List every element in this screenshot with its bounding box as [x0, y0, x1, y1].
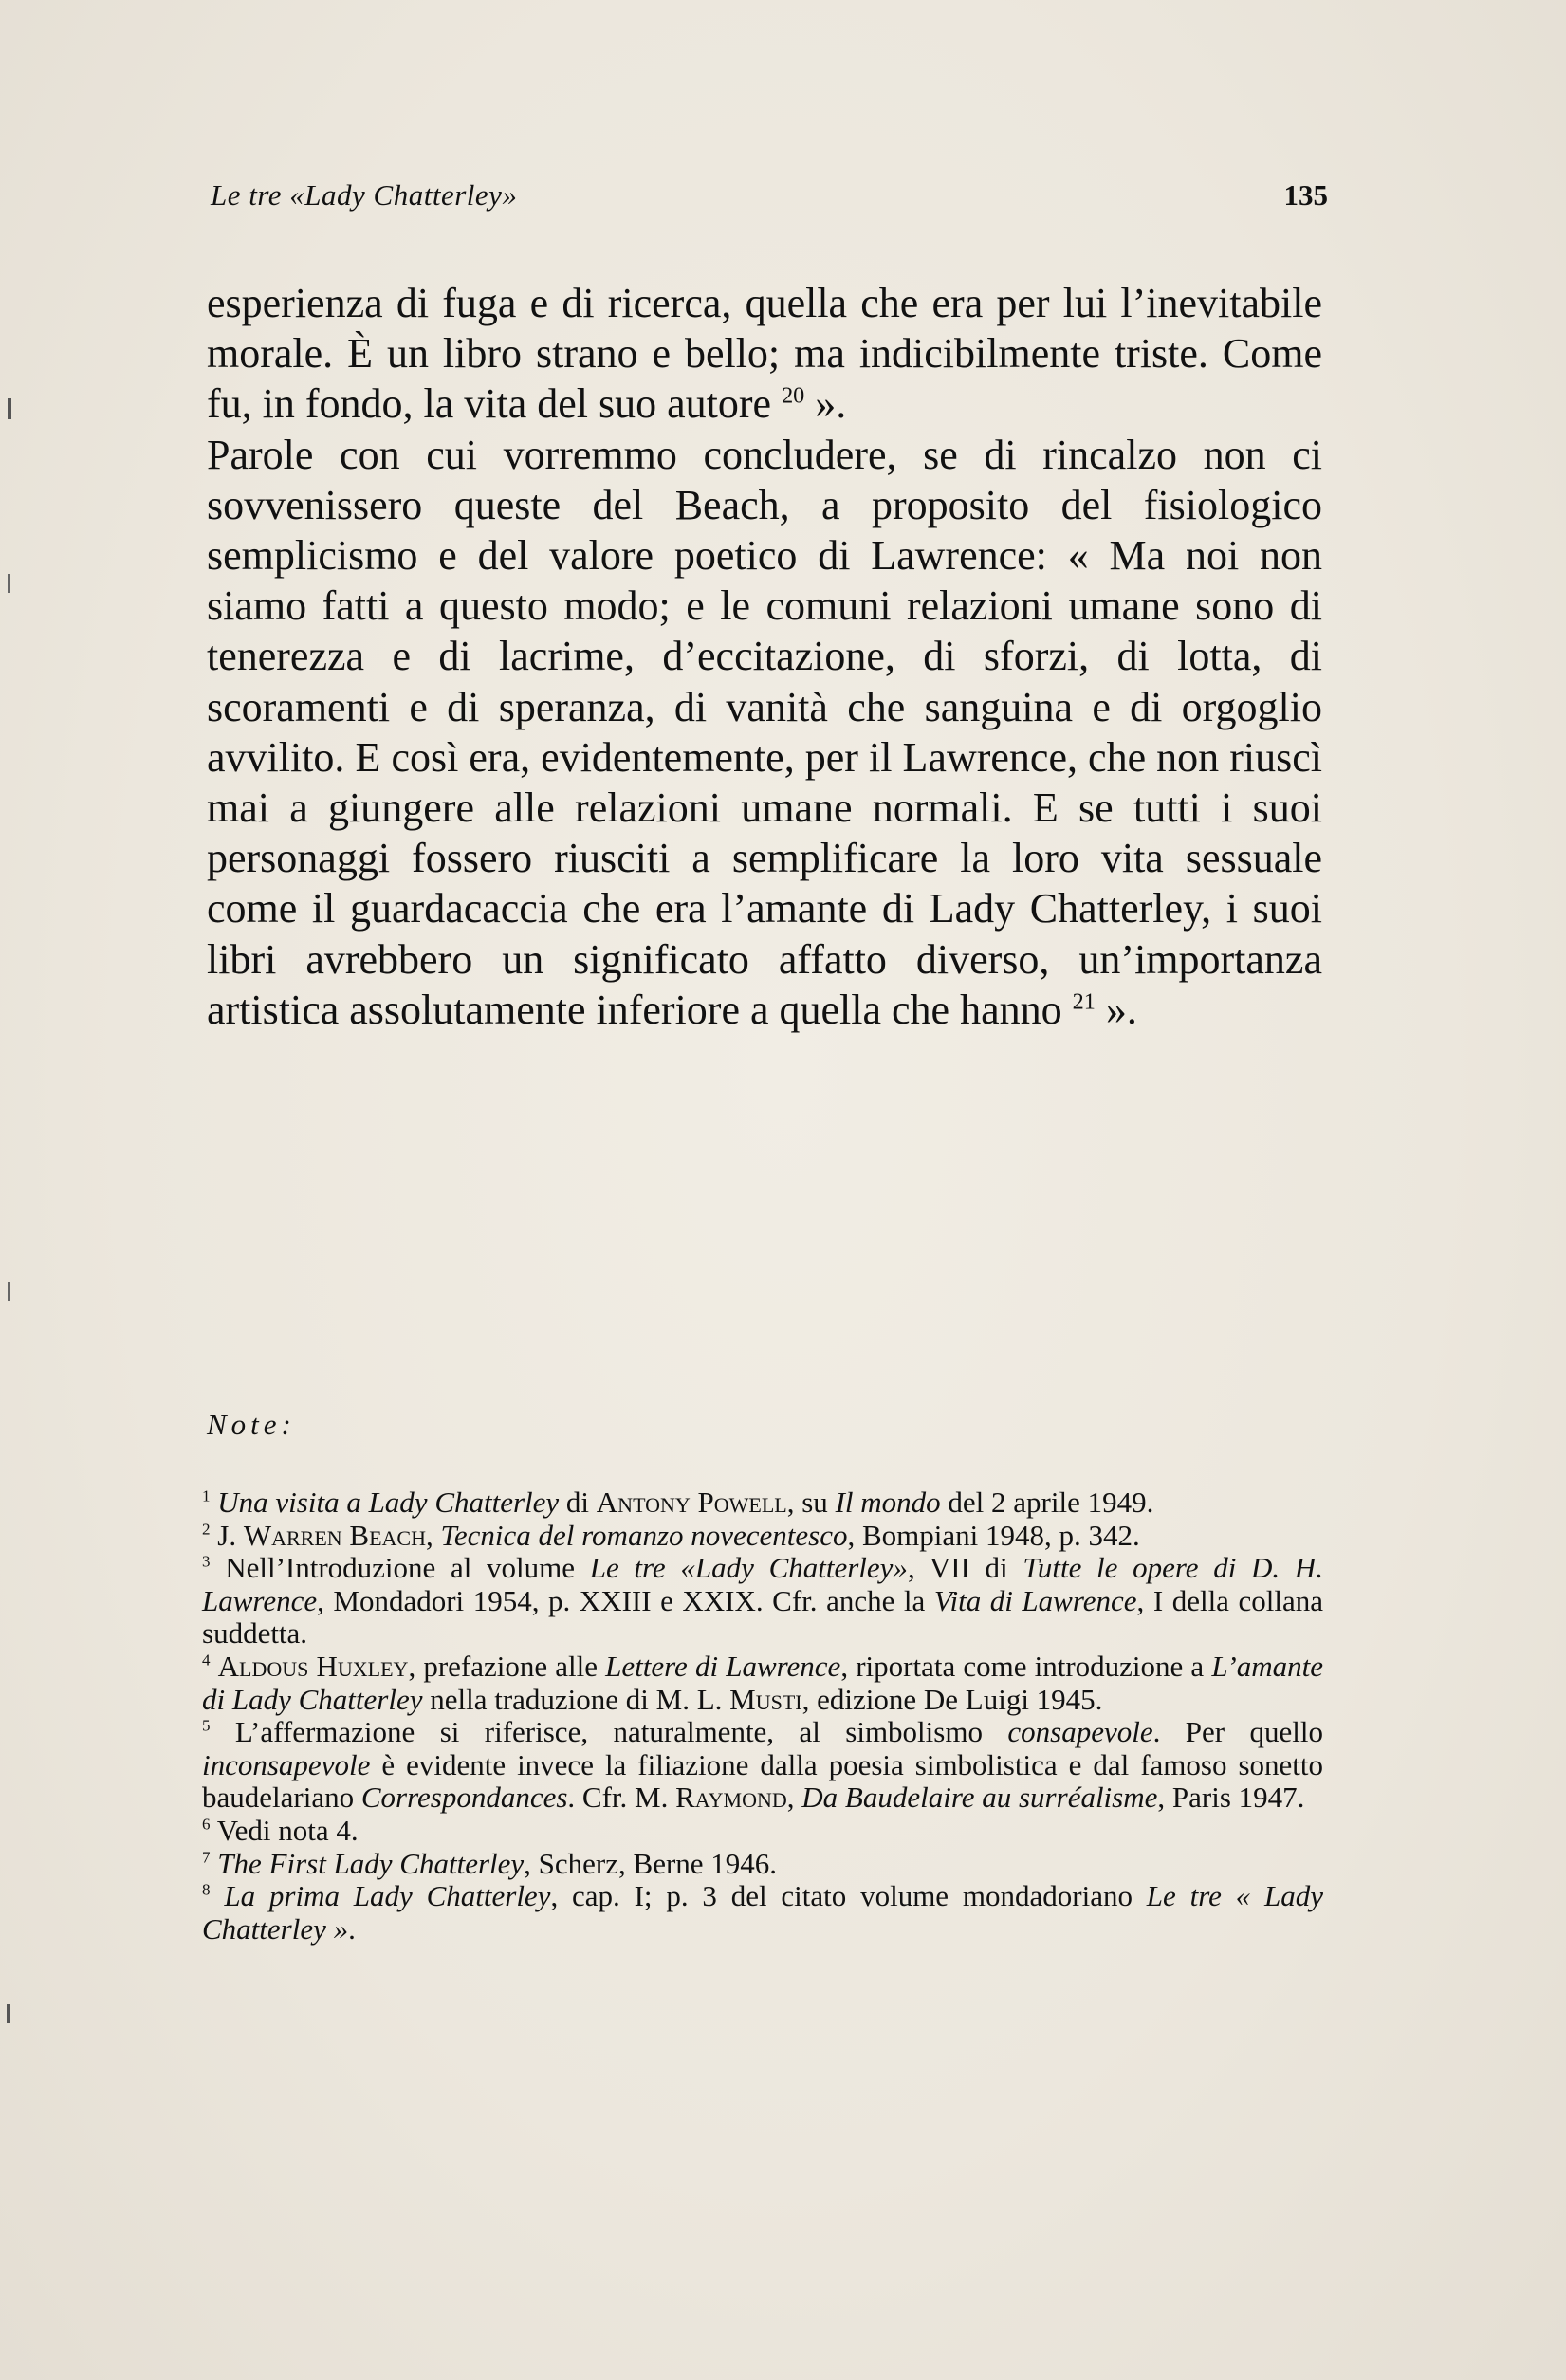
- footnote-8: $^8$ La prima Lady Chatterley, cap. I; p. 3 del citato volume mondadoriano Le tre « Lady Chatterley ».: [202, 1879, 1323, 1946]
- footnote-1: $^1$ Una visita a Lady Chatterley di Antony Powell, su Il mondo del 2 aprile 1949.: [202, 1485, 1154, 1519]
- footnote-6: $^6$ Vedi nota 4.: [202, 1813, 359, 1847]
- footnote-number: 4: [202, 1651, 211, 1670]
- margin-mark: [8, 574, 10, 593]
- footnote-number: 1: [202, 1486, 211, 1505]
- footnote-number: 6: [202, 1815, 211, 1834]
- paragraph-1: [207, 278, 1322, 430]
- margin-mark: [8, 398, 11, 419]
- footnotes: [202, 1486, 1323, 1946]
- footnote-number: 8: [202, 1880, 211, 1899]
- footnote-number: 5: [202, 1716, 211, 1735]
- running-title: Le tre «Lady Chatterley»: [211, 178, 518, 212]
- page-header: [211, 178, 1328, 220]
- footnote-5: $^5$ L’affermazione si riferisce, naturalmente, al simbolismo consapevole. Per quello inconsapevole è evidente invece la filiazione dalla poesia simbolistica e dal famoso sonetto baudelariano Correspondances. Cfr. M. Raymond, Da Baudelaire au surréalisme, Paris 1947.: [202, 1715, 1324, 1815]
- paragraph-2-end: ».: [1095, 986, 1137, 1033]
- paragraph-2: [207, 430, 1322, 1035]
- notes-heading: Note:: [207, 1408, 296, 1441]
- footnote-2: $^2$ J. Warren Beach, Tecnica del romanzo novecentesco, Bompiani 1948, p. 342.: [202, 1518, 1140, 1552]
- footnote-ref-20: 20: [782, 382, 805, 409]
- footnote-3: $^3$ Nell’Introduzione al volume Le tre «Lady Chatterley», VII di Tutte le opere di D. H. Lawrence, Mondadori 1954, p. XXIII e XXIX. Cfr. anche la Vita di Lawrence, I della collana suddetta.: [202, 1551, 1323, 1651]
- footnote-7: $^7$ The First Lady Chatterley, Scherz, Berne 1946.: [202, 1846, 778, 1880]
- margin-mark: [7, 2004, 10, 2023]
- footnote-ref-21: 21: [1072, 988, 1096, 1015]
- footnote-number: 7: [202, 1848, 211, 1867]
- page-number: 135: [1283, 178, 1328, 212]
- paragraph-1-text: esperienza di fuga e di ricerca, quella che era per lui l’inevitabile morale. È un libro strano e bello; ma indicibilmente triste. Come fu, in fondo, la vita del suo autore: [207, 280, 1322, 428]
- footnote-number: 3: [202, 1552, 211, 1571]
- paragraph-2-text: Parole con cui vorremmo concludere, se di rincalzo non ci sovvenissero queste del Beach, a proposito del fisiologico semplicismo e del valore poetico di Lawrence: « Ma noi non siamo fatti a questo modo; e le comuni relazioni umane sono di tenerezza e di lacrime, d’eccitazione, di sforzi, di lotta, di scoramenti e di speranza, di vanità che sanguina e di orgoglio avvilito. E così era, evidentemente, per il Lawrence, che non riuscì mai a giungere alle relazioni umane normali. E se tutti i suoi personaggi fossero riusciti a semplificare la loro vita sessuale come il guardacaccia che era l’amante di Lady Chatterley, i suoi libri avrebbero un significato affatto diverso, un’importanza artistica assolutamente inferiore a quella che hanno: [207, 431, 1322, 1033]
- main-text: [207, 278, 1322, 1035]
- footnote-4: $^4$ Aldous Huxley, prefazione alle Lettere di Lawrence, riportata come introduzione a L’amante di Lady Chatterley nella traduzione di M. L. Musti, edizione De Luigi 1945.: [202, 1649, 1324, 1716]
- footnote-number: 2: [202, 1520, 211, 1539]
- margin-mark: [8, 1282, 10, 1301]
- paragraph-1-end: ».: [804, 380, 847, 428]
